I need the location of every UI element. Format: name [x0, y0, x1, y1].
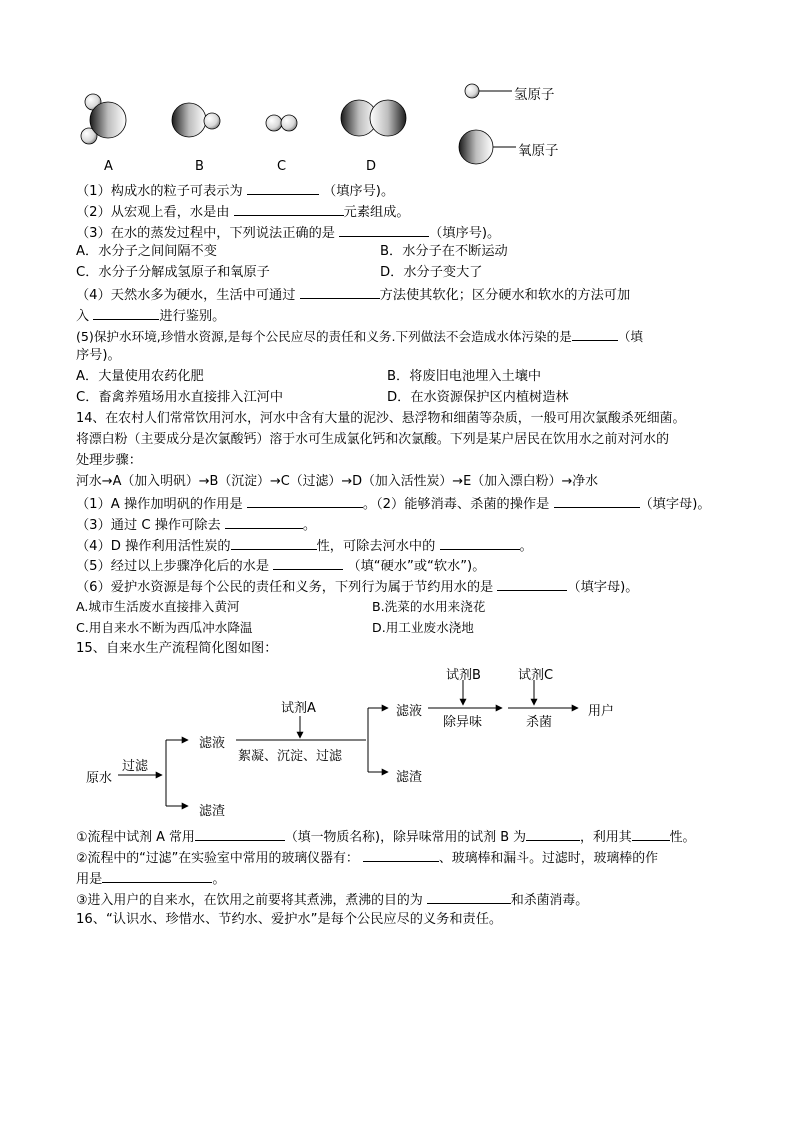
q13-part2: （2）从宏观上看，水是由 元素组成。	[76, 205, 410, 220]
q13-part5-cont: 序号)。	[76, 348, 121, 363]
answer-blank[interactable]	[300, 286, 380, 299]
q15-part1: ①流程中试剂 A 常用 （填一物质名称)，除异味常用的试剂 B 为 ，利用其 性。	[76, 830, 696, 845]
legend-hydrogen	[465, 84, 512, 98]
label-b: B	[195, 159, 204, 174]
molecule-figure	[0, 0, 793, 180]
flow-filtrate-2: 滤液	[396, 704, 423, 719]
q14-option-a: A.城市生活废水直接排入黄河	[76, 599, 240, 614]
q14-intro-line2: 将漂白粉（主要成分是次氯酸钙）溶于水可生成氯化钙和次氯酸。下列是某户居民在饮用水之前对河水的	[76, 432, 669, 447]
answer-blank[interactable]	[440, 537, 520, 550]
q13-option5-a: A．大量使用农药化肥	[76, 369, 204, 384]
q14-part4: （4）D 操作利用活性炭的 性，可除去河水中的 。	[76, 539, 533, 554]
answer-blank[interactable]	[225, 516, 303, 529]
flow-residue-2: 滤渣	[396, 770, 423, 785]
q14-part3: （3）通过 C 操作可除去 。	[76, 518, 317, 533]
molecule-d	[341, 100, 406, 136]
q16-title: 16、“认识水、珍惜水、节约水、爱护水”是每个公民应尽的义务和责任。	[76, 912, 503, 927]
flow-deodorize: 除异味	[443, 715, 483, 730]
answer-blank[interactable]	[93, 307, 159, 320]
answer-blank[interactable]	[102, 870, 212, 883]
flow-raw-water: 原水	[86, 771, 113, 786]
answer-blank[interactable]	[632, 828, 670, 841]
q15-part2-cont: 用是 。	[76, 872, 226, 887]
q13-option5-c: C．畜禽养殖场用水直接排入江河中	[76, 390, 284, 405]
answer-blank[interactable]	[526, 828, 580, 841]
flow-filtrate-1: 滤液	[199, 736, 226, 751]
flow-sterilize: 杀菌	[526, 715, 553, 730]
q13-part5: (5)保护水环境,珍惜水资源,是每个公民应尽的责任和义务.下列做法不会造成水体污染的是 （填	[76, 329, 644, 344]
q13-part4-cont: 入 进行鉴别。	[76, 309, 226, 324]
answer-blank[interactable]	[497, 578, 567, 591]
q13-option5-b: B．将废旧电池埋入土壤中	[387, 369, 542, 384]
q14-part1-2: （1）A 操作加明矾的作用是 。（2）能够消毒、杀菌的操作是 （填字母)。	[76, 497, 711, 512]
flow-user: 用户	[588, 704, 615, 719]
legend-oxygen-label: 氧原子	[518, 143, 559, 159]
answer-blank[interactable]	[234, 203, 344, 216]
flow-reagent-c: 试剂C	[518, 668, 554, 683]
legend-hydrogen-label: 氢原子	[514, 87, 555, 103]
q15-part3: ③进入用户的自来水，在饮用之前要将其煮沸，煮沸的目的为 和杀菌消毒。	[76, 893, 589, 908]
q14-option-d: D.用工业废水浇地	[372, 620, 474, 635]
q14-intro-line3: 处理步骤：	[76, 453, 142, 468]
label-c: C	[277, 159, 287, 174]
answer-blank[interactable]	[363, 849, 439, 862]
answer-blank[interactable]	[273, 557, 343, 570]
molecule-c	[266, 115, 297, 131]
q13-option-c: C．水分子分解成氢原子和氧原子	[76, 265, 270, 280]
q14-option-c: C.用自来水不断为西瓜冲水降温	[76, 620, 253, 635]
flow-reagent-a: 试剂A	[281, 701, 316, 716]
molecule-b	[172, 103, 220, 137]
molecule-a	[81, 94, 126, 144]
legend-oxygen	[459, 130, 516, 164]
q14-steps: 河水→A（加入明矾）→B（沉淀）→C（过滤）→D（加入活性炭）→E（加入漂白粉）→净水	[76, 474, 599, 489]
q13-option-d: D．水分子变大了	[380, 265, 483, 280]
answer-blank[interactable]	[195, 828, 285, 841]
answer-blank[interactable]	[572, 328, 618, 341]
answer-blank[interactable]	[427, 891, 511, 904]
q13-part1: （1）构成水的粒子可表示为 （填序号)。	[76, 184, 395, 199]
q15-title: 15、自来水生产流程简化图如图：	[76, 641, 278, 656]
answer-blank[interactable]	[247, 495, 363, 508]
q14-part6: （6）爱护水资源是每个公民的责任和义务，下列行为属于节约用水的是 （填字母)。	[76, 580, 639, 595]
q13-option5-d: D．在水资源保护区内植树造林	[387, 390, 569, 405]
q13-option-a: A．水分子之间间隔不变	[76, 244, 217, 259]
label-d: D	[366, 159, 377, 174]
water-flow-diagram	[0, 650, 793, 825]
flow-reagent-b: 试剂B	[446, 668, 481, 683]
q13-part4: （4）天然水多为硬水，生活中可通过 方法使其软化；区分硬水和软水的方法可加	[76, 288, 631, 303]
flow-residue-1: 滤渣	[199, 804, 226, 819]
label-a: A	[104, 159, 113, 174]
q14-part5: （5）经过以上步骤净化后的水是 （填“硬水”或“软水”)。	[76, 559, 486, 574]
answer-blank[interactable]	[554, 495, 640, 508]
q14-option-b: B.洗菜的水用来浇花	[372, 599, 486, 614]
flow-process-label: 絮凝、沉淀、过滤	[238, 749, 343, 764]
q13-option-b: B．水分子在不断运动	[380, 244, 508, 259]
answer-blank[interactable]	[247, 182, 319, 195]
q15-part2: ②流程中的“过滤”在实验室中常用的玻璃仪器有： 、玻璃棒和漏斗。过滤时，玻璃棒的作	[76, 851, 658, 866]
flow-filter-label: 过滤	[122, 759, 149, 774]
answer-blank[interactable]	[231, 537, 317, 550]
q13-part3: （3）在水的蒸发过程中，下列说法正确的是 （填序号)。	[76, 226, 501, 241]
answer-blank[interactable]	[339, 224, 429, 237]
q14-intro-line1: 14、在农村人们常常饮用河水，河水中含有大量的泥沙、悬浮物和细菌等杂质，一般可用次氯酸杀死细菌。	[76, 411, 686, 426]
